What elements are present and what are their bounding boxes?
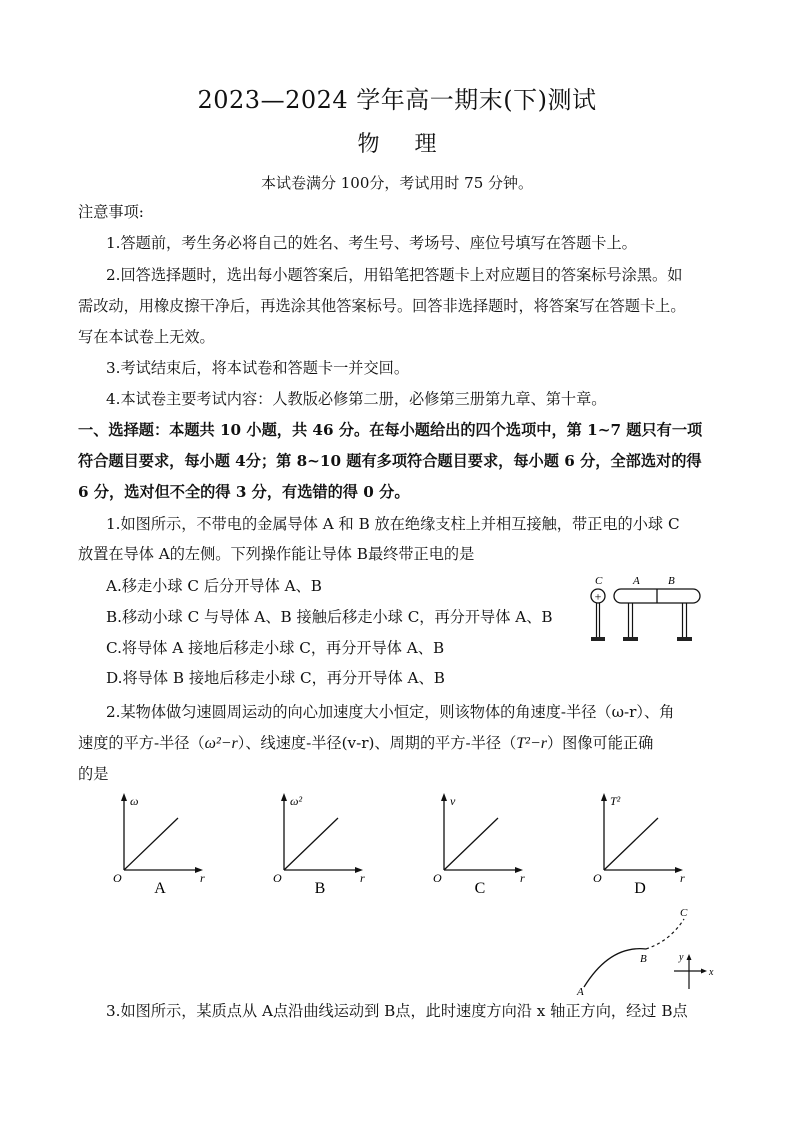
q1-option-d: D.将导体 B 接地后移走小球 C，再分开导体 A、B: [106, 669, 445, 687]
q1-conductor-figure: [586, 573, 708, 645]
notice-item-cont: 需改动，用橡皮擦干净后，再选涂其他答案标号。回答非选择题时，将答案写在答题卡上。: [78, 297, 686, 315]
graph-c-caption: C: [474, 880, 486, 897]
axis-y-label: y: [679, 952, 684, 963]
graph-c-origin: O: [433, 871, 442, 885]
graph-a-ylabel: ω: [130, 794, 139, 808]
graph-b-origin: O: [273, 871, 282, 885]
q2-stem: 2.某物体做匀速圆周运动的向心加速度大小恒定，则该物体的角速度-半径（ω-r）、角: [106, 703, 675, 721]
notice-item-cont: 写在本试卷上无效。: [78, 328, 215, 346]
graph-c: [433, 793, 525, 897]
q1-option-a: A.移走小球 C 后分开导体 A、B: [106, 577, 322, 595]
q2-stem-cont: 速度的平方-半径（ω²−r）、线速度-半径(v-r)、周期的平方-半径（T²−r）图像可能正确: [78, 734, 654, 752]
label-a: A: [577, 986, 584, 997]
graph-a-line: [124, 818, 178, 870]
q1-stem-cont: 放置在导体 A的左侧。下列操作能让导体 B最终带正电的是: [78, 545, 475, 563]
graph-b-line: [284, 818, 338, 870]
solid-path-ab: [584, 949, 646, 987]
label-c: C: [680, 907, 688, 919]
graph-b-xlabel: r: [360, 871, 365, 885]
plus-sign: +: [594, 589, 602, 604]
graph-a: [113, 793, 205, 897]
graph-c-line: [444, 818, 498, 870]
notice-item: 4.本试卷主要考试内容：人教版必修第二册，必修第三册第九章、第十章。: [106, 390, 607, 408]
math-omega2-r: ω²−r: [204, 735, 238, 752]
graph-d-caption: D: [634, 880, 646, 897]
graph-a-origin: O: [113, 871, 122, 885]
graph-a-caption: A: [154, 880, 166, 897]
q1-option-c: C.将导体 A 接地后移走小球 C，再分开导体 A、B: [106, 639, 445, 657]
axis-x-label: x: [709, 967, 714, 978]
q2-stem-cont: 的是: [78, 765, 109, 783]
section-heading-cont: 6 分，选对但不全的得 3 分，有选错的得 0 分。: [78, 483, 410, 501]
q3-stem: 3.如图所示，某质点从 A点沿曲线运动到 B点，此时速度方向沿 x 轴正方向，经过 B点: [106, 1002, 688, 1020]
graph-d-origin: O: [593, 871, 602, 885]
label-b: B: [668, 575, 675, 587]
section-heading-cont: 符合题目要求，每小题 4分；第 8~10 题有多项符合题目要求，每小题 6 分，全部选对的得: [78, 452, 702, 470]
q3-trajectory-figure: [570, 905, 720, 997]
subject-title: 物 理: [357, 132, 437, 157]
graph-b: [273, 793, 365, 897]
dashed-path-bc: [646, 919, 684, 949]
notice-heading: 注意事项:: [78, 203, 144, 221]
label-c: C: [595, 575, 603, 587]
notice-item: 1.答题前，考生务必将自己的姓名、考生号、考场号、座位号填写在答题卡上。: [106, 234, 637, 252]
page-title: 2023—2024 学年高一期末(下)测试: [197, 86, 597, 114]
graph-c-xlabel: r: [520, 871, 525, 885]
q1-stem: 1.如图所示，不带电的金属导体 A 和 B 放在绝缘支柱上并相互接触，带正电的小球 C: [106, 515, 680, 533]
graph-a-xlabel: r: [200, 871, 205, 885]
graph-c-ylabel: v: [450, 794, 456, 808]
graph-d: [593, 793, 685, 897]
label-b: B: [640, 953, 647, 965]
math-t2-r: T²−r: [516, 735, 547, 752]
graph-b-ylabel: ω²: [290, 794, 303, 808]
notice-item: 2.回答选择题时，选出每小题答案后，用铅笔把答题卡上对应题目的答案标号涂黑。如: [106, 266, 683, 284]
q1-option-b: B.移动小球 C 与导体 A、B 接触后移走小球 C，再分开导体 A、B: [106, 608, 553, 626]
notice-item: 3.考试结束后，将本试卷和答题卡一并交回。: [106, 359, 410, 377]
graph-d-line: [604, 818, 658, 870]
q2-graphs: [100, 790, 700, 900]
label-a: A: [633, 575, 640, 587]
section-heading: 一、选择题：本题共 10 小题，共 46 分。在每小题给出的四个选项中，第 1~7 题只有一项: [78, 421, 703, 439]
exam-info: 本试卷满分 100分，考试用时 75 分钟。: [260, 174, 534, 192]
graph-d-ylabel: T²: [610, 794, 621, 808]
graph-d-xlabel: r: [680, 871, 685, 885]
graph-b-caption: B: [314, 880, 326, 897]
